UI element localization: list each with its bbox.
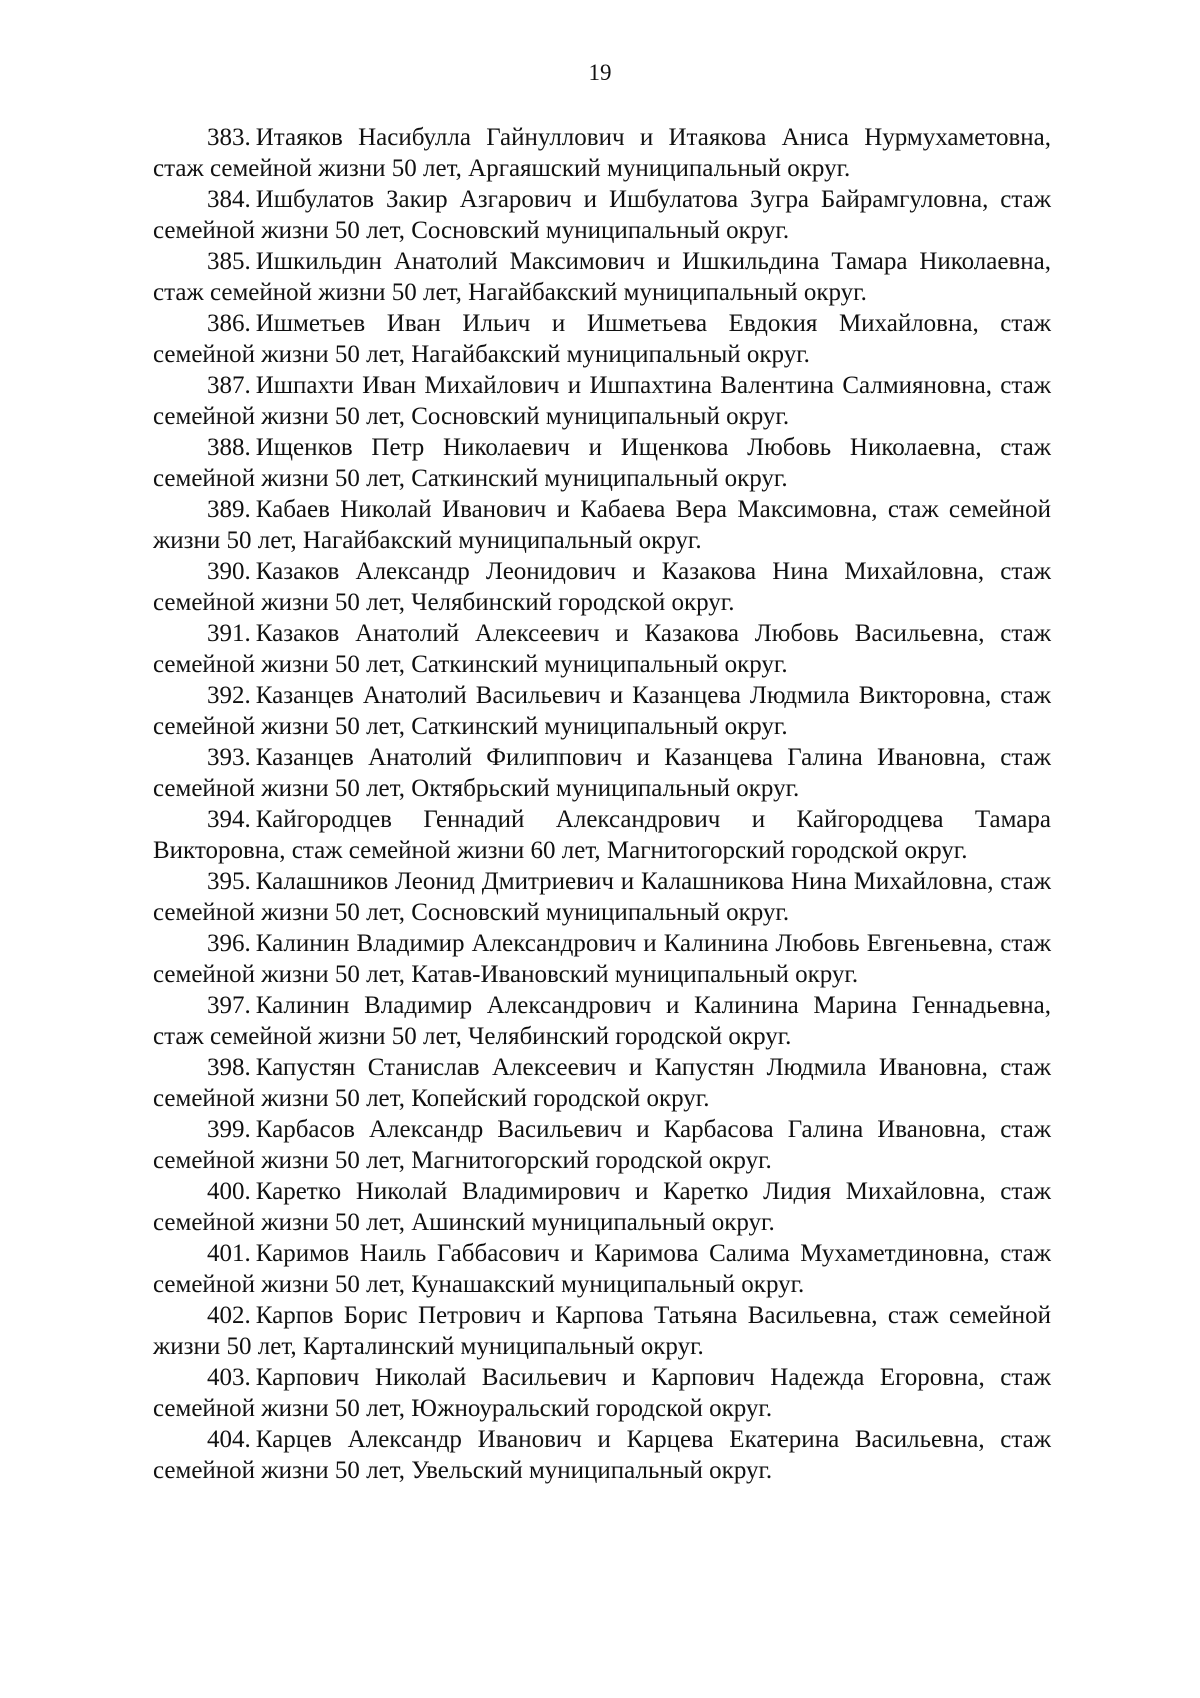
- entry-number: 400.: [207, 1178, 251, 1205]
- page-number: 19: [588, 60, 612, 85]
- entry-text: Кабаев Николай Иванович и Кабаева Вера Максимовна, стаж семейной жизни 50 лет, Нагайбакский муниципальный округ.: [153, 496, 1051, 554]
- entry-text: Ишпахти Иван Михайлович и Ишпахтина Валентина Салмияновна, стаж семейной жизни 50 лет, Сосновский муниципальный округ.: [153, 372, 1051, 430]
- entry-text: Каретко Николай Владимирович и Каретко Лидия Михайловна, стаж семейной жизни 50 лет, Ашинский муниципальный округ.: [153, 1178, 1051, 1236]
- list-item: [153, 1300, 1051, 1362]
- entry-number: 398.: [207, 1054, 251, 1081]
- entry-number: 403.: [207, 1364, 251, 1391]
- entry-text: Капустян Станислав Алексеевич и Капустян Людмила Ивановна, стаж семейной жизни 50 лет, Копейский городской округ.: [153, 1054, 1051, 1112]
- entry-text: Казанцев Анатолий Васильевич и Казанцева Людмила Викторовна, стаж семейной жизни 50 лет, Саткинский муниципальный округ.: [153, 682, 1051, 740]
- entry-number: 391.: [207, 620, 251, 647]
- list-item: [153, 618, 1051, 680]
- entry-number: 404.: [207, 1426, 251, 1453]
- list-item: [153, 680, 1051, 742]
- entry-number: 385.: [207, 248, 251, 275]
- list-item: [153, 370, 1051, 432]
- entry-number: 394.: [207, 806, 251, 833]
- list-item: [153, 308, 1051, 370]
- entry-number: 401.: [207, 1240, 251, 1267]
- list-item: [153, 432, 1051, 494]
- entry-text: Калашников Леонид Дмитриевич и Калашникова Нина Михайловна, стаж семейной жизни 50 лет, Сосновский муниципальный округ.: [153, 868, 1051, 926]
- entry-number: 392.: [207, 682, 251, 709]
- entry-number: 384.: [207, 186, 251, 213]
- entry-text: Казаков Анатолий Алексеевич и Казакова Любовь Васильевна, стаж семейной жизни 50 лет, Саткинский муниципальный округ.: [153, 620, 1051, 678]
- entry-number: 402.: [207, 1302, 251, 1329]
- list-item: [153, 1362, 1051, 1424]
- entry-number: 387.: [207, 372, 251, 399]
- entry-number: 397.: [207, 992, 251, 1019]
- entry-text: Казаков Александр Леонидович и Казакова Нина Михайловна, стаж семейной жизни 50 лет, Челябинский городской округ.: [153, 558, 1051, 616]
- entry-text: Калинин Владимир Александрович и Калинина Марина Геннадьевна, стаж семейной жизни 50 лет, Челябинский городской округ.: [153, 992, 1051, 1050]
- list-item: [153, 804, 1051, 866]
- list-item: [153, 1424, 1051, 1486]
- entry-number: 386.: [207, 310, 251, 337]
- entry-text: Карцев Александр Иванович и Карцева Екатерина Васильевна, стаж семейной жизни 50 лет, Увельский муниципальный округ.: [153, 1426, 1051, 1484]
- list-item: [153, 184, 1051, 246]
- entry-number: 395.: [207, 868, 251, 895]
- list-item: [153, 742, 1051, 804]
- entry-number: 383.: [207, 124, 251, 151]
- list-item: [153, 494, 1051, 556]
- list-item: [153, 1238, 1051, 1300]
- list-item: [153, 122, 1051, 184]
- entry-text: Кайгородцев Геннадий Александрович и Кайгородцева Тамара Викторовна, стаж семейной жизни 60 лет, Магнитогорский городской округ.: [153, 806, 1051, 864]
- list-item: [153, 990, 1051, 1052]
- list-item: [153, 866, 1051, 928]
- entry-text: Итаяков Насибулла Гайнуллович и Итаякова Аниса Нурмухаметовна, стаж семейной жизни 50 лет, Аргаяшский муниципальный округ.: [153, 124, 1051, 182]
- entry-number: 389.: [207, 496, 251, 523]
- entry-text: Калинин Владимир Александрович и Калинина Любовь Евгеньевна, стаж семейной жизни 50 лет, Катав-Ивановский муниципальный округ.: [153, 930, 1051, 988]
- entry-number: 393.: [207, 744, 251, 771]
- entry-text: Каримов Наиль Габбасович и Каримова Салима Мухаметдиновна, стаж семейной жизни 50 лет, Кунашакский муниципальный округ.: [153, 1240, 1051, 1298]
- entry-text: Казанцев Анатолий Филиппович и Казанцева Галина Ивановна, стаж семейной жизни 50 лет, Октябрьский муниципальный округ.: [153, 744, 1051, 802]
- list-item: [153, 1176, 1051, 1238]
- entry-text: Карпов Борис Петрович и Карпова Татьяна Васильевна, стаж семейной жизни 50 лет, Карталинский муниципальный округ.: [153, 1302, 1051, 1360]
- entry-number: 399.: [207, 1116, 251, 1143]
- list-item: [153, 928, 1051, 990]
- entry-text: Ишметьев Иван Ильич и Ишметьева Евдокия Михайловна, стаж семейной жизни 50 лет, Нагайбакский муниципальный округ.: [153, 310, 1051, 368]
- entry-list: [153, 122, 1051, 1486]
- entry-text: Карбасов Александр Васильевич и Карбасова Галина Ивановна, стаж семейной жизни 50 лет, Магнитогорский городской округ.: [153, 1116, 1051, 1174]
- entry-number: 390.: [207, 558, 251, 585]
- list-item: [153, 1052, 1051, 1114]
- entry-number: 388.: [207, 434, 251, 461]
- entry-text: Ишкильдин Анатолий Максимович и Ишкильдина Тамара Николаевна, стаж семейной жизни 50 лет, Нагайбакский муниципальный округ.: [153, 248, 1051, 306]
- entry-text: Ишбулатов Закир Азгарович и Ишбулатова Зугра Байрамгуловна, стаж семейной жизни 50 лет, Сосновский муниципальный округ.: [153, 186, 1051, 244]
- list-item: [153, 556, 1051, 618]
- list-item: [153, 1114, 1051, 1176]
- list-item: [153, 246, 1051, 308]
- entry-text: Карпович Николай Васильевич и Карпович Надежда Егоровна, стаж семейной жизни 50 лет, Южноуральский городской округ.: [153, 1364, 1051, 1422]
- entry-number: 396.: [207, 930, 251, 957]
- entry-text: Ищенков Петр Николаевич и Ищенкова Любовь Николаевна, стаж семейной жизни 50 лет, Саткинский муниципальный округ.: [153, 434, 1051, 492]
